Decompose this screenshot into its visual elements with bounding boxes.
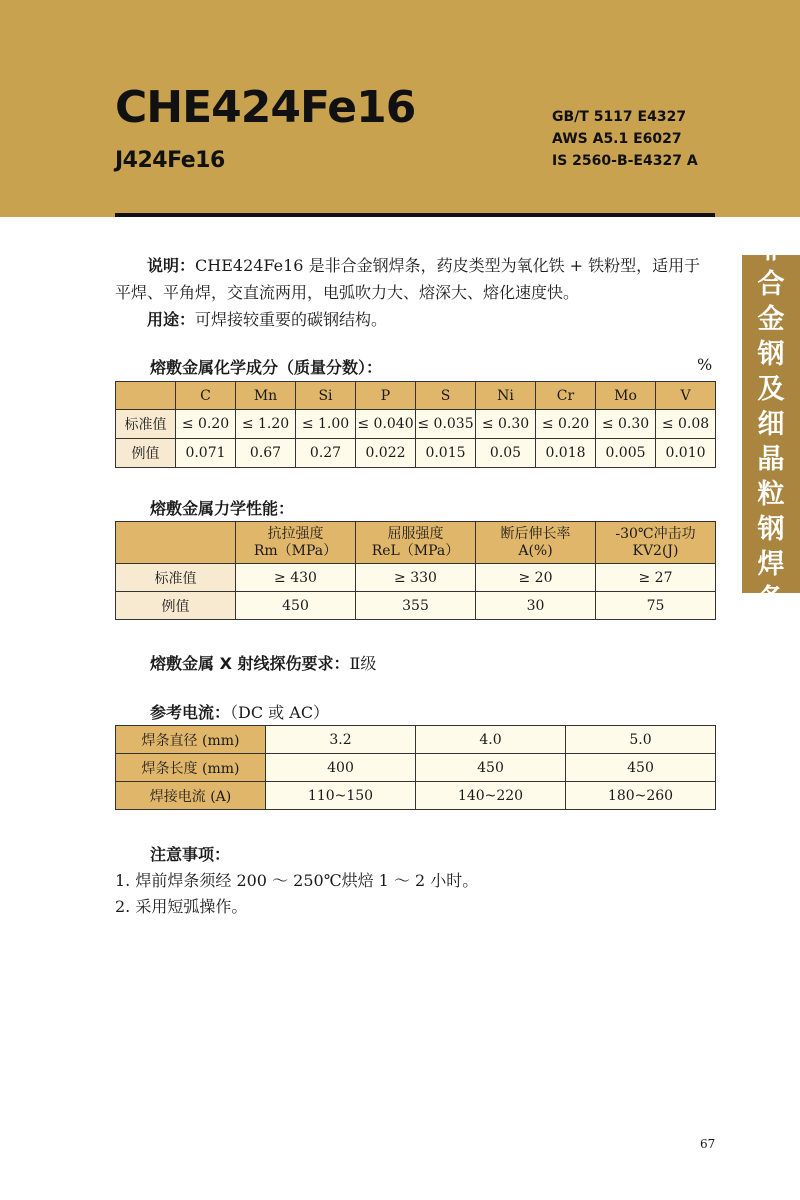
description-paragraph (115, 252, 715, 306)
table-row (116, 564, 716, 592)
table-cell: ≤ 0.30 (596, 410, 656, 439)
current-note: （DC 或 AC） (230, 703, 330, 722)
table-header-cell: Cr (536, 382, 596, 410)
table-cell: 0.05 (476, 439, 536, 468)
table-cell: 180~260 (566, 782, 716, 810)
table-header-cell (356, 522, 476, 564)
note-item: 2. 采用短弧操作。 (115, 897, 248, 916)
page-subtitle: J424Fe16 (115, 148, 225, 173)
table-cell: 450 (416, 754, 566, 782)
standards-list (552, 106, 698, 172)
table-cell: 0.071 (176, 439, 236, 468)
notes-block (115, 842, 478, 920)
xray-value: Ⅱ级 (349, 654, 377, 673)
table-cell: 400 (266, 754, 416, 782)
side-tab-char: 条 (757, 583, 785, 615)
header-line: A(%) (518, 542, 553, 559)
description-label: 说明： (147, 256, 196, 275)
current-table (115, 725, 716, 810)
table-cell: 30 (476, 592, 596, 620)
side-tab-char: 晶 (757, 443, 785, 475)
table-cell: 450 (236, 592, 356, 620)
header-line: 屈服强度 (387, 525, 444, 542)
table-header-cell: Si (296, 382, 356, 410)
usage-paragraph (115, 306, 715, 333)
row-label-cell: 例值 (116, 439, 176, 468)
table-cell: 3.2 (266, 726, 416, 754)
table-cell: ≥ 330 (356, 564, 476, 592)
usage-label: 用途： (147, 310, 196, 329)
table-cell: ≥ 20 (476, 564, 596, 592)
description-block (115, 252, 715, 333)
table-row (116, 726, 716, 754)
table-cell: 450 (566, 754, 716, 782)
xray-requirement (150, 651, 376, 674)
table-cell: ≤ 0.035 (416, 410, 476, 439)
table-header-row (116, 382, 716, 410)
page-title: CHE424Fe16 (115, 82, 416, 133)
table-row (116, 754, 716, 782)
table-cell: ≤ 0.08 (656, 410, 716, 439)
header-line: -30℃冲击功 (615, 525, 696, 542)
side-tab-char: 及 (757, 373, 785, 405)
chem-table (115, 381, 716, 468)
table-header-cell: Mn (236, 382, 296, 410)
side-tab-char: 钢 (757, 513, 785, 545)
header-line: 断后伸长率 (500, 525, 571, 542)
usage-text: 可焊接较重要的碳钢结构。 (195, 310, 388, 329)
table-header-cell: S (416, 382, 476, 410)
side-tab-char: 焊 (757, 548, 785, 580)
header-divider (115, 213, 715, 217)
current-section-title (150, 700, 329, 723)
header-band (0, 0, 800, 217)
side-tab-char: 细 (757, 408, 785, 440)
table-cell: ≤ 1.20 (236, 410, 296, 439)
table-cell: ≤ 0.30 (476, 410, 536, 439)
header-line: Rm（MPa） (253, 542, 338, 559)
table-corner-cell (116, 522, 236, 564)
table-cell: 0.67 (236, 439, 296, 468)
description-text: CHE424Fe16 是非合金钢焊条，药皮类型为氧化铁 + 铁粉型，适用于平焊、平角焊，交直流两用，电弧吹力大、熔深大、熔化速度快。 (115, 256, 701, 302)
table-cell: 0.005 (596, 439, 656, 468)
table-row (116, 782, 716, 810)
table-cell: ≤ 1.00 (296, 410, 356, 439)
mech-section-title: 熔敷金属力学性能： (150, 499, 295, 518)
chem-unit: % (697, 355, 713, 374)
header-line: ReL（MPa） (371, 542, 460, 559)
table-cell: 355 (356, 592, 476, 620)
standard-gbt: GB/T 5117 E4327 (552, 109, 687, 125)
row-label-cell: 焊条长度 (mm) (116, 754, 266, 782)
table-header-cell: V (656, 382, 716, 410)
table-row (116, 410, 716, 439)
row-label-cell: 焊接电流 (A) (116, 782, 266, 810)
table-header-cell (476, 522, 596, 564)
table-header-row (116, 522, 716, 564)
notes-title: 注意事项： (150, 845, 231, 864)
table-cell: ≥ 27 (596, 564, 716, 592)
table-row (116, 592, 716, 620)
chem-section-title: 熔敷金属化学成分（质量分数）： (150, 358, 383, 377)
row-label-cell: 焊条直径 (mm) (116, 726, 266, 754)
side-tab-char: 粒 (757, 478, 785, 510)
table-cell: 0.022 (356, 439, 416, 468)
table-header-cell (596, 522, 716, 564)
table-header-cell: Mo (596, 382, 656, 410)
table-cell: 5.0 (566, 726, 716, 754)
table-row (116, 439, 716, 468)
side-tab-char: 金 (757, 303, 785, 335)
table-cell: ≤ 0.040 (356, 410, 416, 439)
side-tab-char: 非 (757, 233, 785, 265)
row-label-cell: 例值 (116, 592, 236, 620)
page-number: 67 (700, 1137, 716, 1151)
table-cell: 0.010 (656, 439, 716, 468)
standard-is: IS 2560-B-E4327 A (552, 153, 698, 169)
table-cell: ≤ 0.20 (176, 410, 236, 439)
table-header-cell (236, 522, 356, 564)
table-corner-cell (116, 382, 176, 410)
header-line: 抗拉强度 (267, 525, 324, 542)
table-cell: 110~150 (266, 782, 416, 810)
header-line: KV2(J) (632, 542, 679, 559)
table-cell: 140~220 (416, 782, 566, 810)
note-item: 1. 焊前焊条须经 200 ～ 250℃烘焙 1 ～ 2 小时。 (115, 871, 479, 890)
table-cell: 75 (596, 592, 716, 620)
mech-table (115, 521, 716, 620)
side-tab-char: 钢 (757, 338, 785, 370)
table-cell: ≥ 430 (236, 564, 356, 592)
table-header-cell: Ni (476, 382, 536, 410)
table-cell: ≤ 0.20 (536, 410, 596, 439)
side-category-tab (742, 233, 800, 615)
table-header-cell: P (356, 382, 416, 410)
table-cell: 0.27 (296, 439, 356, 468)
table-cell: 0.018 (536, 439, 596, 468)
current-label: 参考电流： (150, 703, 231, 722)
table-header-cell: C (176, 382, 236, 410)
standard-aws: AWS A5.1 E6027 (552, 131, 682, 147)
table-cell: 4.0 (416, 726, 566, 754)
row-label-cell: 标准值 (116, 410, 176, 439)
side-tab-char: 合 (757, 268, 785, 300)
row-label-cell: 标准值 (116, 564, 236, 592)
table-cell: 0.015 (416, 439, 476, 468)
xray-label: 熔敷金属 X 射线探伤要求： (150, 654, 350, 673)
